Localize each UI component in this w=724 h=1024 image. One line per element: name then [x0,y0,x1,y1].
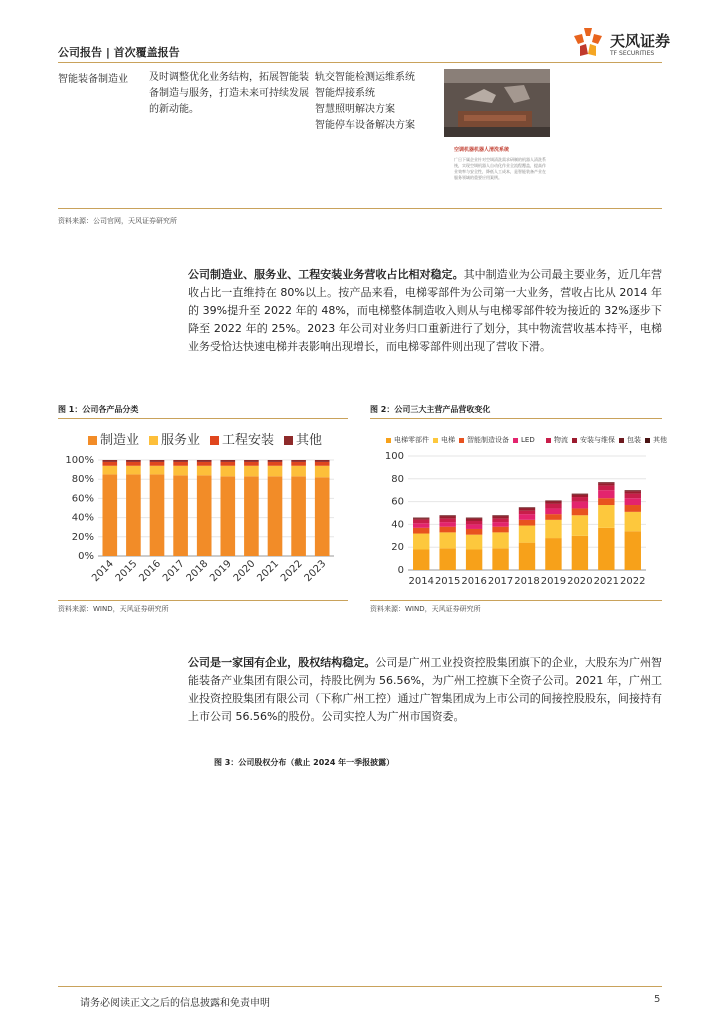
legend-label: 其他 [296,433,323,448]
y-tick-label: 80 [391,473,404,485]
bar-segment [197,475,212,556]
bar-segment [625,490,641,491]
product-item: 智能焊接系统 [315,88,375,99]
bar-segment [466,518,482,519]
report-header-title: 公司报告 | 首次覆盖报告 [58,46,180,59]
bar-segment [413,518,429,519]
bar-segment [220,462,235,466]
bar-segment [173,460,188,462]
bar-segment [197,460,212,462]
bar-segment [466,519,482,521]
bar-segment [466,535,482,550]
figure1-title-rule [58,418,348,419]
bar-segment [572,497,588,502]
bar-segment [492,519,508,522]
legend-label: 其他 [653,436,667,444]
bar-segment [466,529,482,535]
bar-segment [466,521,482,524]
y-tick-label: 0 [397,565,404,576]
bar-segment [197,462,212,466]
legend-swatch [386,438,391,443]
x-tick-label: 2014 [90,558,116,585]
bar-segment [572,515,588,536]
bar-segment [545,520,561,538]
figure2-source: 资料来源：WIND，天风证券研究所 [370,605,481,613]
x-tick-label: 2015 [434,576,461,587]
x-tick-label: 2020 [231,558,258,585]
bar-segment [291,462,306,466]
bar-segment [413,520,429,523]
bar-segment [315,462,330,466]
bar-segment [598,486,614,491]
bar-segment [291,466,306,477]
segment-label: 智能装备制造业 [58,74,128,85]
bar-segment [545,538,561,570]
y-tick-label: 100% [65,455,94,466]
legend-swatch [284,436,293,445]
legend-label: 安装与维保 [580,436,615,444]
bar-segment [439,548,455,570]
x-tick-label: 2018 [184,558,211,585]
bar-segment [492,527,508,533]
y-tick-label: 0% [78,551,94,562]
figure2-title: 图 2：公司三大主营产品营收变化 [370,405,491,414]
bar-segment [519,543,535,570]
bar-segment [572,494,588,495]
x-tick-label: 2016 [137,558,164,585]
bar-segment [519,511,535,514]
bar-segment [492,516,508,518]
bar-segment [572,508,588,515]
x-tick-label: 2023 [302,558,329,585]
bar-segment [150,460,165,462]
bar-segment [545,508,561,514]
figure1-title: 图 1：公司各产品分类 [58,405,139,414]
bar-segment [315,460,330,462]
x-tick-label: 2018 [514,576,540,587]
source-note: 资料来源：公司官网，天风证券研究所 [58,217,177,225]
x-tick-label: 2017 [160,558,187,585]
photo-caption-text: 广日下属企业针对空调清洗需求研制的机器人清洗系统，实现空调机器人自动化作业全流程覆盖，提高作业效率与安全性，降低人工成本，是智能装备产业在服务领域的重要应用案例。 [454,157,546,180]
paragraph-lead: 公司制造业、服务业、工程安装业务营收占比相对稳定。 [188,268,464,281]
segment-description: 及时调整优化业务结构，拓展智能装备制造与服务，打造未来可持续发展的新动能。 [149,72,309,115]
bar-segment [150,474,165,556]
bar-segment [519,520,535,526]
bar-segment [102,460,117,462]
product-item: 轨交智能检测运维系统 [315,72,415,83]
bar-segment [439,515,455,516]
company-logo [566,24,671,64]
figure1-source: 资料来源：WIND，天风证券研究所 [58,605,169,613]
bar-segment [466,524,482,529]
logo-name-en: TF SECURITIES [610,50,655,57]
bar-segment [598,498,614,505]
bar-segment [102,462,117,466]
legend-swatch [619,438,624,443]
y-tick-label: 60 [391,496,404,508]
bar-segment [625,512,641,531]
bar-segment [439,527,455,533]
y-tick-label: 100 [384,451,404,462]
bar-segment [545,502,561,504]
bar-segment [519,508,535,510]
product-share-chart [58,422,348,598]
legend-label: LED [521,436,535,444]
y-tick-label: 60% [71,493,94,505]
bar-segment [268,466,283,477]
x-tick-label: 2016 [461,576,487,587]
y-tick-label: 20 [391,542,404,554]
bar-segment [492,548,508,570]
legend-swatch [572,438,577,443]
footer-disclaimer: 请务必阅读正文之后的信息披露和免责申明 [80,998,270,1009]
product-photo [444,69,550,137]
bar-segment [268,460,283,462]
legend-label: 电梯零部件 [394,436,429,444]
bar-segment [598,528,614,570]
logo-name-cn: 天风证券 [610,32,671,50]
legend-label: 制造业 [100,433,140,448]
footer-rule [58,986,662,987]
legend-label: 电梯 [441,436,455,444]
paragraph-lead: 公司是一家国有企业，股权结构稳定。 [188,656,376,669]
bar-segment [173,466,188,476]
bar-segment [413,528,429,534]
bar-segment [220,460,235,462]
bar-segment [126,474,141,556]
bar-segment [220,466,235,477]
product-list [315,70,415,134]
figure1-bottom-rule [58,600,348,601]
bar-segment [268,476,283,556]
bar-segment [102,474,117,556]
paragraph-body: 公司是广州工业投资控股集团旗下的企业，大股东为广州智能装备产业集团有限公司，持股比例为 56.56%，为广州工控旗下全资子公司。2021 年，广州工业投资控股集团有限公司（下称广州工控）通过广智集团成为上市公司的间接控股股东，间接持有上市公司 56.56%的股份。公司实控人为广州市国资委。 [188,656,662,723]
legend-label: 物流 [554,436,568,444]
bar-segment [598,505,614,528]
photo-caption-title: 空调机器机器人清洗系统 [454,147,510,153]
product-item: 智慧照明解决方案 [315,104,395,115]
bar-segment [625,505,641,512]
revenue-trend-chart [370,422,667,598]
bar-segment [220,476,235,556]
bar-segment [413,549,429,570]
bar-segment [492,515,508,516]
x-tick-label: 2021 [593,576,620,587]
bar-segment [244,462,259,466]
legend-label: 包装 [627,436,641,444]
x-tick-label: 2019 [540,576,567,587]
bar-segment [598,482,614,483]
bar-segment [315,477,330,556]
x-tick-label: 2015 [113,558,140,585]
bar-segment [466,549,482,570]
paragraph-body: 其中制造业为公司最主要业务，近几年营收占比一直维持在 80%以上。按产品来看，电梯零部件为公司第一大业务，营收占比从 2014 年的 39%提升至 2022 年的 48%，而电梯整体制造收入则从与电梯零部件较为接近的 32%逐步下降至 2022 年的 25%。2023 年公司对业务归口重新进行了划分，其中物流营收基本持平，电梯业务受恰达快速电梯并表影响出现增长，而电梯零部件则出现了营收下滑。 [188,268,662,353]
bar-segment [439,519,455,522]
bar-segment [492,532,508,548]
legend-swatch [433,438,438,443]
bar-segment [315,466,330,478]
bar-segment [150,462,165,466]
x-tick-label: 2019 [208,558,234,585]
logo-mark-icon [566,24,610,64]
bar-segment [545,500,561,501]
bar-segment [598,483,614,485]
paragraph-ownership [188,654,662,726]
y-tick-label: 80% [71,474,94,486]
bar-segment [439,532,455,548]
bar-segment [492,522,508,527]
bar-segment [519,526,535,543]
bar-segment [244,466,259,477]
x-tick-label: 2022 [620,576,646,587]
bar-segment [545,504,561,509]
figure3-title: 图 3：公司股权分布（截止 2024 年一季报披露） [214,758,395,767]
legend-label: 智能制造设备 [467,436,509,444]
x-tick-label: 2014 [408,576,434,587]
bar-segment [625,531,641,570]
product-item: 智能停车设备解决方案 [315,120,415,131]
bar-segment [173,475,188,556]
bar-segment [126,466,141,475]
bar-segment [244,476,259,556]
y-tick-label: 20% [71,531,94,543]
x-tick-label: 2021 [255,558,282,585]
table-bottom-rule [58,208,662,209]
bar-segment [413,534,429,550]
legend-label: 工程安装 [222,433,275,448]
legend-swatch [210,436,219,445]
x-tick-label: 2020 [567,576,593,587]
bar-segment [173,462,188,466]
bar-segment [268,462,283,466]
bar-segment [291,476,306,556]
y-tick-label: 40 [391,519,404,531]
bar-segment [572,502,588,509]
y-tick-label: 40% [71,512,94,524]
bar-segment [244,460,259,462]
bar-segment [625,494,641,499]
x-tick-label: 2022 [278,558,305,585]
page-number: 5 [654,994,661,1005]
bar-segment [413,519,429,520]
legend-label: 服务业 [161,433,201,448]
bar-segment [150,466,165,475]
x-tick-label: 2017 [487,576,514,587]
legend-swatch [513,438,518,443]
legend-swatch [88,436,97,445]
figure2-bottom-rule [370,600,662,601]
bar-segment [413,523,429,528]
bar-segment [126,460,141,462]
bar-segment [439,516,455,518]
bar-segment [519,514,535,520]
bar-segment [291,460,306,462]
bar-segment [625,498,641,505]
bar-segment [197,466,212,476]
bar-segment [439,522,455,527]
bar-segment [598,490,614,498]
bar-segment [126,462,141,466]
bar-segment [625,491,641,493]
bar-segment [572,495,588,497]
header-rule [58,62,662,63]
legend-swatch [546,438,551,443]
figure2-title-rule [370,418,662,419]
paragraph-revenue [188,266,662,356]
bar-segment [102,466,117,475]
bar-segment [545,514,561,520]
bar-segment [519,507,535,508]
legend-swatch [459,438,464,443]
legend-swatch [149,436,158,445]
bar-segment [572,536,588,570]
legend-swatch [645,438,650,443]
